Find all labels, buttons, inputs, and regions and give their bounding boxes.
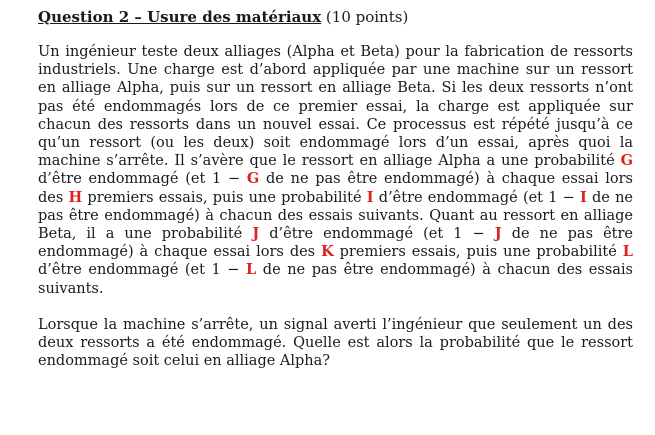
variable-i: I bbox=[366, 188, 374, 206]
text-segment: d’être endommagé (et 1 − bbox=[259, 226, 495, 243]
variable-g: G bbox=[246, 170, 260, 188]
text-segment: de ne pas être endommagé) à chaque essai lors des bbox=[38, 226, 633, 261]
variable-l: L bbox=[246, 261, 257, 279]
text-segment: d’être endommagé (et 1 − bbox=[38, 171, 247, 188]
problem-statement bbox=[38, 43, 633, 298]
variable-g: G bbox=[620, 152, 633, 170]
text-segment: de ne pas être endommagé) à chaque essai lors des bbox=[38, 171, 633, 206]
question-paragraph: Lorsque la machine s’arrête, un signal averti l’ingénieur que seulement un des deux ressorts a été endommagé. Quelle est alors la probabilité que le ressort endommagé soit celui en alliage Alpha? bbox=[38, 316, 633, 370]
question-title: Question 2 – Usure des matériaux bbox=[38, 8, 322, 26]
variable-h: H bbox=[68, 188, 83, 206]
question-heading bbox=[38, 8, 633, 27]
text-segment: de ne pas être endommagé) à chacun des essais suivants. bbox=[38, 262, 633, 297]
variable-k: K bbox=[321, 243, 334, 261]
text-segment: premiers essais, puis une probabilité bbox=[333, 244, 623, 261]
variable-j: J bbox=[494, 225, 502, 243]
variable-i: I bbox=[580, 188, 587, 206]
variable-j: J bbox=[252, 225, 260, 243]
text-segment: de ne pas être endommagé) à chacun des essais suivants. Quant au ressort en alliage Beta, il a une probabilité bbox=[38, 189, 633, 243]
variable-l: L bbox=[622, 243, 633, 261]
question-points: (10 points) bbox=[325, 8, 409, 26]
text-segment: premiers essais, puis une probabilité bbox=[82, 189, 367, 206]
text-segment: d’être endommagé (et 1 − bbox=[373, 189, 580, 206]
text-segment: Un ingénieur teste deux alliages (Alpha et Beta) pour la fabrication de ressorts industriels. Une charge est d’abord appliquée par une machine sur un ressort en alliage Alpha, puis sur un ressort en alliage Beta. Si les deux ressorts n’ont pas été endommagés lors de ce premier essai, la charge est appliquée sur chacun des ressorts dans un nouvel essai. Ce processus est répété jusqu’à ce qu’un ressort (ou les deux) soit endommagé lors d’un essai, après quoi la machine s’arrête. Il s’avère que le ressort en alliage Alpha a une probabilité bbox=[38, 44, 633, 170]
text-segment: d’être endommagé (et 1 − bbox=[38, 262, 247, 279]
